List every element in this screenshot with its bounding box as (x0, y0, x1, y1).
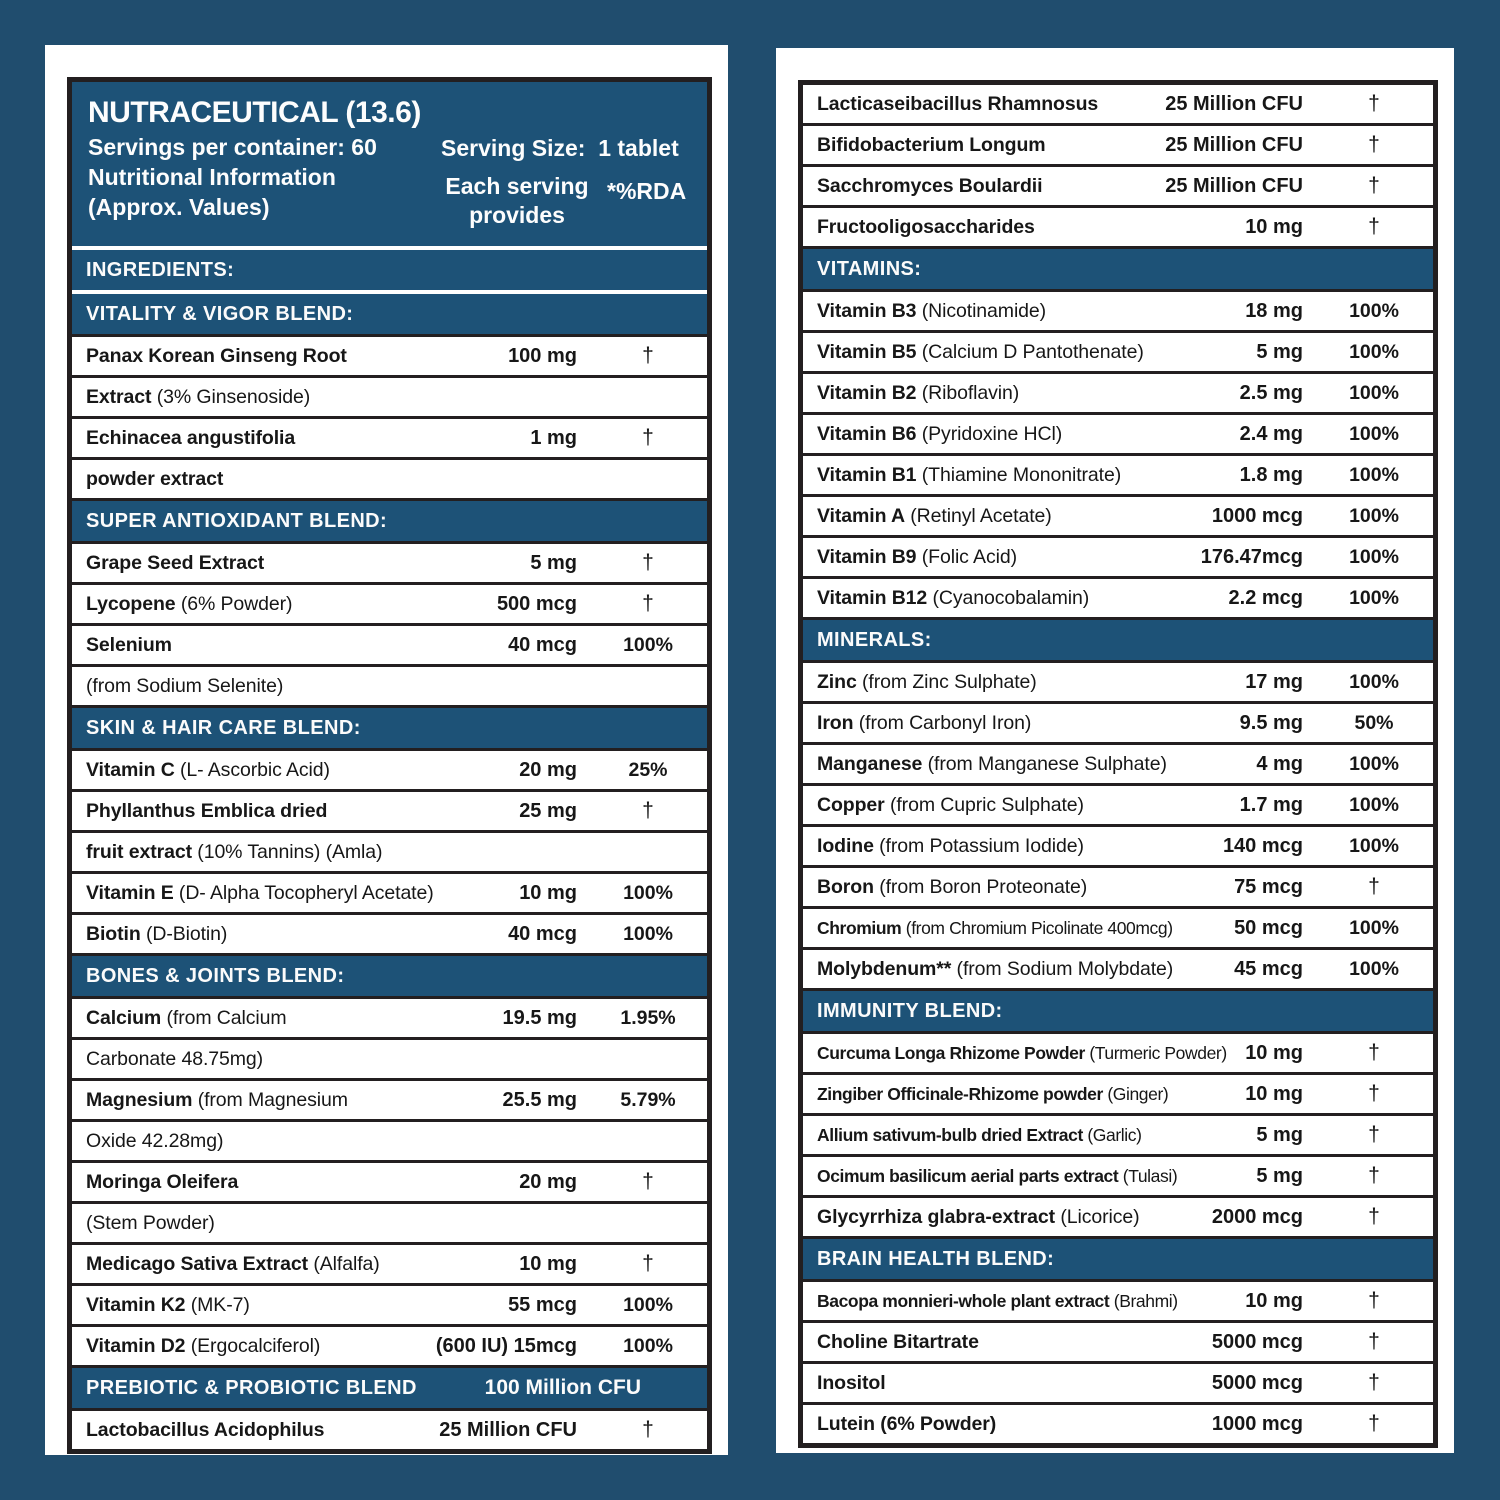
ingredient-row (72, 912, 707, 953)
ingredient-amount: 5 mg (1256, 1123, 1303, 1146)
ingredient-rda: 100% (1349, 504, 1399, 527)
ingredient-row (72, 1324, 707, 1365)
ingredient-row (803, 164, 1433, 205)
ingredient-rda: 100% (1349, 381, 1399, 404)
ingredient-row (72, 871, 707, 912)
ingredient-name: Selenium (86, 634, 172, 656)
ingredient-name: Iron (from Carbonyl Iron) (817, 712, 1032, 734)
ingredient-rda: † (1368, 215, 1380, 238)
ingredient-name: Allium sativum-bulb dried Extract (Garlic) (817, 1125, 1142, 1145)
ingredient-rda: † (1368, 1330, 1380, 1353)
section-title: PREBIOTIC & PROBIOTIC BLEND (86, 1377, 417, 1399)
rda-column-label: *%RDA (607, 178, 687, 204)
section-title: BRAIN HEALTH BLEND: (817, 1248, 1055, 1270)
section-header-row (803, 617, 1433, 660)
ingredient-rda: 100% (1349, 916, 1399, 939)
ingredient-rda: † (1368, 1082, 1380, 1105)
ingredient-row (72, 623, 707, 664)
ingredient-row (72, 1201, 707, 1242)
ingredient-amount: 75 mcg (1234, 875, 1303, 898)
ingredient-row (72, 1119, 707, 1160)
ingredient-amount: 25 Million CFU (1165, 174, 1303, 197)
ingredient-name: Chromium (from Chromium Picolinate 400mcg) (817, 918, 1173, 938)
ingredient-amount: 40 mcg (508, 633, 577, 656)
ingredient-name: Grape Seed Extract (86, 552, 265, 574)
ingredient-amount: 1 mg (530, 426, 577, 449)
ingredient-amount: 25 Million CFU (1165, 133, 1303, 156)
ingredient-row (72, 1283, 707, 1324)
ingredient-row (803, 1113, 1433, 1154)
ingredient-name: Ocimum basilicum aerial parts extract (Tulasi) (817, 1166, 1178, 1186)
each-serving-provides: Each serving provides (445, 173, 589, 228)
ingredient-row (803, 1072, 1433, 1113)
ingredient-name: Vitamin K2 (MK-7) (86, 1294, 250, 1316)
ingredient-rda: † (1368, 1123, 1380, 1146)
ingredient-rda: † (1368, 1041, 1380, 1064)
ingredient-rda: † (642, 592, 654, 615)
ingredient-row (803, 1279, 1433, 1320)
servings-per-container: Servings per container: 60 (88, 134, 377, 160)
ingredient-amount: 100 mg (508, 344, 577, 367)
ingredient-row (803, 1154, 1433, 1195)
ingredient-row (803, 1402, 1433, 1443)
ingredient-row (72, 541, 707, 582)
facts-header (72, 82, 707, 246)
ingredient-name: Calcium (from Calcium (86, 1007, 287, 1029)
ingredient-name: Carbonate 48.75mg) (86, 1048, 264, 1070)
ingredient-row (803, 576, 1433, 617)
ingredient-rda: † (1368, 875, 1380, 898)
ingredient-row (72, 830, 707, 871)
ingredient-row (803, 330, 1433, 371)
ingredient-name: (Stem Powder) (86, 1212, 215, 1234)
ingredient-amount: 18 mg (1245, 299, 1303, 322)
ingredient-name: Molybdenum** (from Sodium Molybdate) (817, 958, 1174, 980)
left-facts-table (67, 77, 712, 1454)
ingredient-row (803, 371, 1433, 412)
ingredient-amount: 5000 mcg (1211, 1371, 1303, 1394)
ingredient-amount: 500 mcg (496, 592, 577, 615)
ingredient-name: Choline Bitartrate (817, 1331, 979, 1353)
ingredient-rda: 100% (1349, 299, 1399, 322)
section-header-row (803, 1236, 1433, 1279)
ingredient-name: Bifidobacterium Longum (817, 134, 1046, 156)
ingredient-row (803, 742, 1433, 783)
section-header-row (72, 953, 707, 996)
ingredient-amount: 5 mg (1256, 340, 1303, 363)
ingredient-rda: 1.95% (620, 1006, 676, 1029)
ingredient-amount: 2.2 mcg (1228, 586, 1303, 609)
ingredient-name: Copper (from Cupric Sulphate) (817, 794, 1084, 816)
section-title: BONES & JOINTS BLEND: (86, 965, 345, 987)
ingredient-amount: 25 Million CFU (1165, 92, 1303, 115)
section-header-row (72, 705, 707, 748)
section-title: INGREDIENTS: (86, 259, 235, 281)
ingredient-name: Boron (from Boron Proteonate) (817, 876, 1088, 898)
section-title: IMMUNITY BLEND: (817, 1000, 1003, 1022)
ingredient-name: Sacchromyces Boulardii (817, 175, 1043, 197)
ingredient-amount: 25 mg (519, 799, 577, 822)
ingredient-row (72, 457, 707, 498)
ingredient-name: Medicago Sativa Extract (Alfalfa) (86, 1253, 380, 1275)
ingredient-amount: 176.47mcg (1200, 545, 1303, 568)
ingredient-row (803, 1320, 1433, 1361)
ingredient-name: powder extract (86, 468, 224, 490)
ingredient-name: fruit extract (10% Tannins) (Amla) (86, 841, 383, 863)
ingredient-name: Magnesium (from Magnesium (86, 1089, 348, 1111)
ingredient-rda: 100% (623, 1334, 673, 1357)
ingredient-amount: 17 mg (1245, 670, 1303, 693)
ingredient-rda: † (642, 426, 654, 449)
ingredient-amount: 10 mg (1245, 1289, 1303, 1312)
ingredient-rda: † (1368, 1371, 1380, 1394)
ingredient-rda: 100% (1349, 422, 1399, 445)
ingredient-row (803, 494, 1433, 535)
ingredient-name: Manganese (from Manganese Sulphate) (817, 753, 1167, 775)
ingredient-name: Vitamin B12 (Cyanocobalamin) (817, 587, 1090, 609)
ingredient-amount: 5000 mcg (1211, 1330, 1303, 1353)
ingredient-rda: † (1368, 92, 1380, 115)
ingredient-row (72, 1078, 707, 1119)
ingredient-amount: 50 mcg (1234, 916, 1303, 939)
ingredient-row (803, 453, 1433, 494)
ingredient-amount: 2.4 mg (1239, 422, 1303, 445)
ingredient-amount: 10 mg (1245, 1082, 1303, 1105)
ingredient-name: Panax Korean Ginseng Root (86, 345, 347, 367)
ingredient-amount: 25.5 mg (502, 1088, 577, 1111)
facts-header-left (88, 94, 441, 230)
ingredient-amount: 40 mcg (508, 922, 577, 945)
section-header-row (803, 988, 1433, 1031)
ingredient-name: Extract (3% Ginsenoside) (86, 386, 311, 408)
section-header-row (803, 246, 1433, 289)
ingredient-row (803, 660, 1433, 701)
ingredient-name: Vitamin B3 (Nicotinamide) (817, 300, 1047, 322)
ingredient-row (803, 289, 1433, 330)
approx-values-line: (Approx. Values) (88, 194, 270, 220)
ingredient-row (72, 582, 707, 623)
ingredient-amount: 1.8 mg (1239, 463, 1303, 486)
ingredient-row (803, 535, 1433, 576)
ingredient-row (803, 1031, 1433, 1072)
ingredient-amount: 1000 mcg (1211, 1412, 1303, 1435)
ingredient-row (72, 996, 707, 1037)
ingredient-rda: 100% (1349, 586, 1399, 609)
ingredient-name: Zingiber Officinale-Rhizome powder (Ginger) (817, 1084, 1169, 1104)
ingredient-amount: 1000 mcg (1211, 504, 1303, 527)
ingredient-name: Bacopa monnieri-whole plant extract (Brahmi) (817, 1291, 1178, 1311)
ingredient-name: Fructooligosaccharides (817, 216, 1035, 238)
serving-size (441, 134, 693, 162)
ingredient-amount: 10 mg (519, 881, 577, 904)
section-header-row (72, 246, 707, 290)
ingredient-name: Lacticaseibacillus Rhamnosus (817, 93, 1099, 115)
left-ingredient-rows (72, 246, 707, 1449)
ingredient-amount: 9.5 mg (1239, 711, 1303, 734)
ingredient-row (72, 748, 707, 789)
ingredient-name: Phyllanthus Emblica dried (86, 800, 328, 822)
ingredient-row (72, 1160, 707, 1201)
ingredient-rda: † (1368, 1289, 1380, 1312)
ingredient-amount: 1.7 mg (1239, 793, 1303, 816)
ingredient-amount: 5 mg (530, 551, 577, 574)
ingredient-rda: 100% (1349, 793, 1399, 816)
ingredient-amount: 10 mg (519, 1252, 577, 1275)
ingredient-amount: 25 Million CFU (439, 1418, 577, 1441)
ingredient-rda: † (642, 1252, 654, 1275)
ingredient-rda: 25% (628, 758, 668, 781)
ingredient-name: Echinacea angustifolia (86, 427, 296, 449)
ingredient-amount: 140 mcg (1222, 834, 1303, 857)
ingredient-amount: 5 mg (1256, 1164, 1303, 1187)
section-title: SKIN & HAIR CARE BLEND: (86, 717, 361, 739)
ingredient-name: Lutein (6% Powder) (817, 1413, 997, 1435)
ingredient-row (72, 334, 707, 375)
ingredient-name: Iodine (from Potassium Iodide) (817, 835, 1084, 857)
ingredient-name: Vitamin D2 (Ergocalciferol) (86, 1335, 321, 1357)
ingredient-name: Moringa Oleifera (86, 1171, 239, 1193)
ingredient-rda: 100% (1349, 752, 1399, 775)
section-header-row (72, 498, 707, 541)
ingredient-rda: † (1368, 133, 1380, 156)
ingredient-rda: 100% (623, 922, 673, 945)
ingredient-row (72, 1408, 707, 1449)
ingredient-row (803, 412, 1433, 453)
ingredient-rda: † (642, 799, 654, 822)
serving-size-value: 1 tablet (598, 135, 679, 161)
ingredient-row (803, 783, 1433, 824)
ingredient-rda: † (642, 551, 654, 574)
ingredient-name: Curcuma Longa Rhizome Powder (Turmeric Powder) (817, 1043, 1227, 1063)
ingredient-name: Vitamin E (D- Alpha Tocopheryl Acetate) (86, 882, 434, 904)
ingredient-rda: † (642, 1418, 654, 1441)
section-title: MINERALS: (817, 629, 932, 651)
ingredient-name: Inositol (817, 1372, 886, 1394)
ingredient-rda: 100% (623, 633, 673, 656)
facts-header-right (441, 94, 693, 230)
ingredient-rda: 100% (623, 1293, 673, 1316)
ingredient-row (72, 1242, 707, 1283)
ingredient-name: Biotin (D-Biotin) (86, 923, 228, 945)
ingredient-row (72, 789, 707, 830)
ingredient-row (803, 123, 1433, 164)
ingredient-row (803, 1195, 1433, 1236)
right-facts-table (798, 80, 1438, 1448)
section-title: VITALITY & VIGOR BLEND: (86, 303, 354, 325)
ingredient-name: Oxide 42.28mg) (86, 1130, 224, 1152)
ingredient-rda: 5.79% (620, 1088, 676, 1111)
ingredient-rda: † (1368, 1205, 1380, 1228)
ingredient-amount: 2000 mcg (1211, 1205, 1303, 1228)
ingredient-rda: 100% (1349, 670, 1399, 693)
ingredient-row (803, 205, 1433, 246)
ingredient-row (72, 375, 707, 416)
left-panel (45, 45, 728, 1455)
ingredient-amount: (600 IU) 15mcg (435, 1334, 577, 1357)
ingredient-amount: 55 mcg (508, 1293, 577, 1316)
ingredient-rda: 100% (1349, 834, 1399, 857)
ingredient-name: Vitamin B2 (Riboflavin) (817, 382, 1020, 404)
ingredient-name: Zinc (from Zinc Sulphate) (817, 671, 1037, 693)
nutritional-information-line: Nutritional Information (88, 164, 336, 190)
serving-size-label: Serving Size: (441, 135, 586, 161)
ingredient-row (803, 701, 1433, 742)
provides-row (441, 172, 693, 230)
ingredient-amount: 4 mg (1256, 752, 1303, 775)
ingredient-name: Lactobacillus Acidophilus (86, 1419, 325, 1441)
ingredient-name: Lycopene (6% Powder) (86, 593, 293, 615)
ingredient-row (803, 85, 1433, 123)
ingredient-amount: 10 mg (1245, 1041, 1303, 1064)
ingredient-name: Vitamin A (Retinyl Acetate) (817, 505, 1052, 527)
ingredient-name: Vitamin B6 (Pyridoxine HCl) (817, 423, 1063, 445)
ingredient-rda: 100% (1349, 957, 1399, 980)
ingredient-rda: † (1368, 1164, 1380, 1187)
ingredient-row (72, 416, 707, 457)
ingredient-rda: 100% (1349, 463, 1399, 486)
ingredient-name: (from Sodium Selenite) (86, 675, 284, 697)
ingredient-name: Vitamin B5 (Calcium D Pantothenate) (817, 341, 1144, 363)
ingredient-name: Vitamin C (L- Ascorbic Acid) (86, 759, 330, 781)
ingredient-name: Vitamin B1 (Thiamine Mononitrate) (817, 464, 1122, 486)
section-title: VITAMINS: (817, 258, 922, 280)
ingredient-amount: 20 mg (519, 1170, 577, 1193)
ingredient-rda: † (642, 344, 654, 367)
ingredient-row (803, 947, 1433, 988)
ingredient-amount: 19.5 mg (502, 1006, 577, 1029)
section-title: SUPER ANTIOXIDANT BLEND: (86, 510, 388, 532)
right-ingredient-rows (803, 85, 1433, 1443)
ingredient-row (803, 865, 1433, 906)
ingredient-rda: † (1368, 174, 1380, 197)
ingredient-row (803, 824, 1433, 865)
ingredient-rda: 100% (1349, 545, 1399, 568)
ingredient-rda: † (1368, 1412, 1380, 1435)
ingredient-row (803, 906, 1433, 947)
ingredient-row (803, 1361, 1433, 1402)
product-title: NUTRACEUTICAL (13.6) (88, 96, 421, 129)
ingredient-row (72, 664, 707, 705)
ingredient-row (72, 1037, 707, 1078)
ingredient-amount: 45 mcg (1234, 957, 1303, 980)
section-amount: 100 Million CFU (484, 1376, 641, 1399)
ingredient-rda: 100% (1349, 340, 1399, 363)
ingredient-name: Glycyrrhiza glabra-extract (Licorice) (817, 1206, 1140, 1228)
ingredient-name: Vitamin B9 (Folic Acid) (817, 546, 1017, 568)
ingredient-rda: † (642, 1170, 654, 1193)
ingredient-rda: 50% (1354, 711, 1394, 734)
section-header-row (72, 1365, 707, 1408)
section-header-row (72, 290, 707, 334)
right-panel (776, 48, 1454, 1453)
ingredient-amount: 10 mg (1245, 215, 1303, 238)
ingredient-amount: 20 mg (519, 758, 577, 781)
ingredient-amount: 2.5 mg (1239, 381, 1303, 404)
ingredient-rda: 100% (623, 881, 673, 904)
